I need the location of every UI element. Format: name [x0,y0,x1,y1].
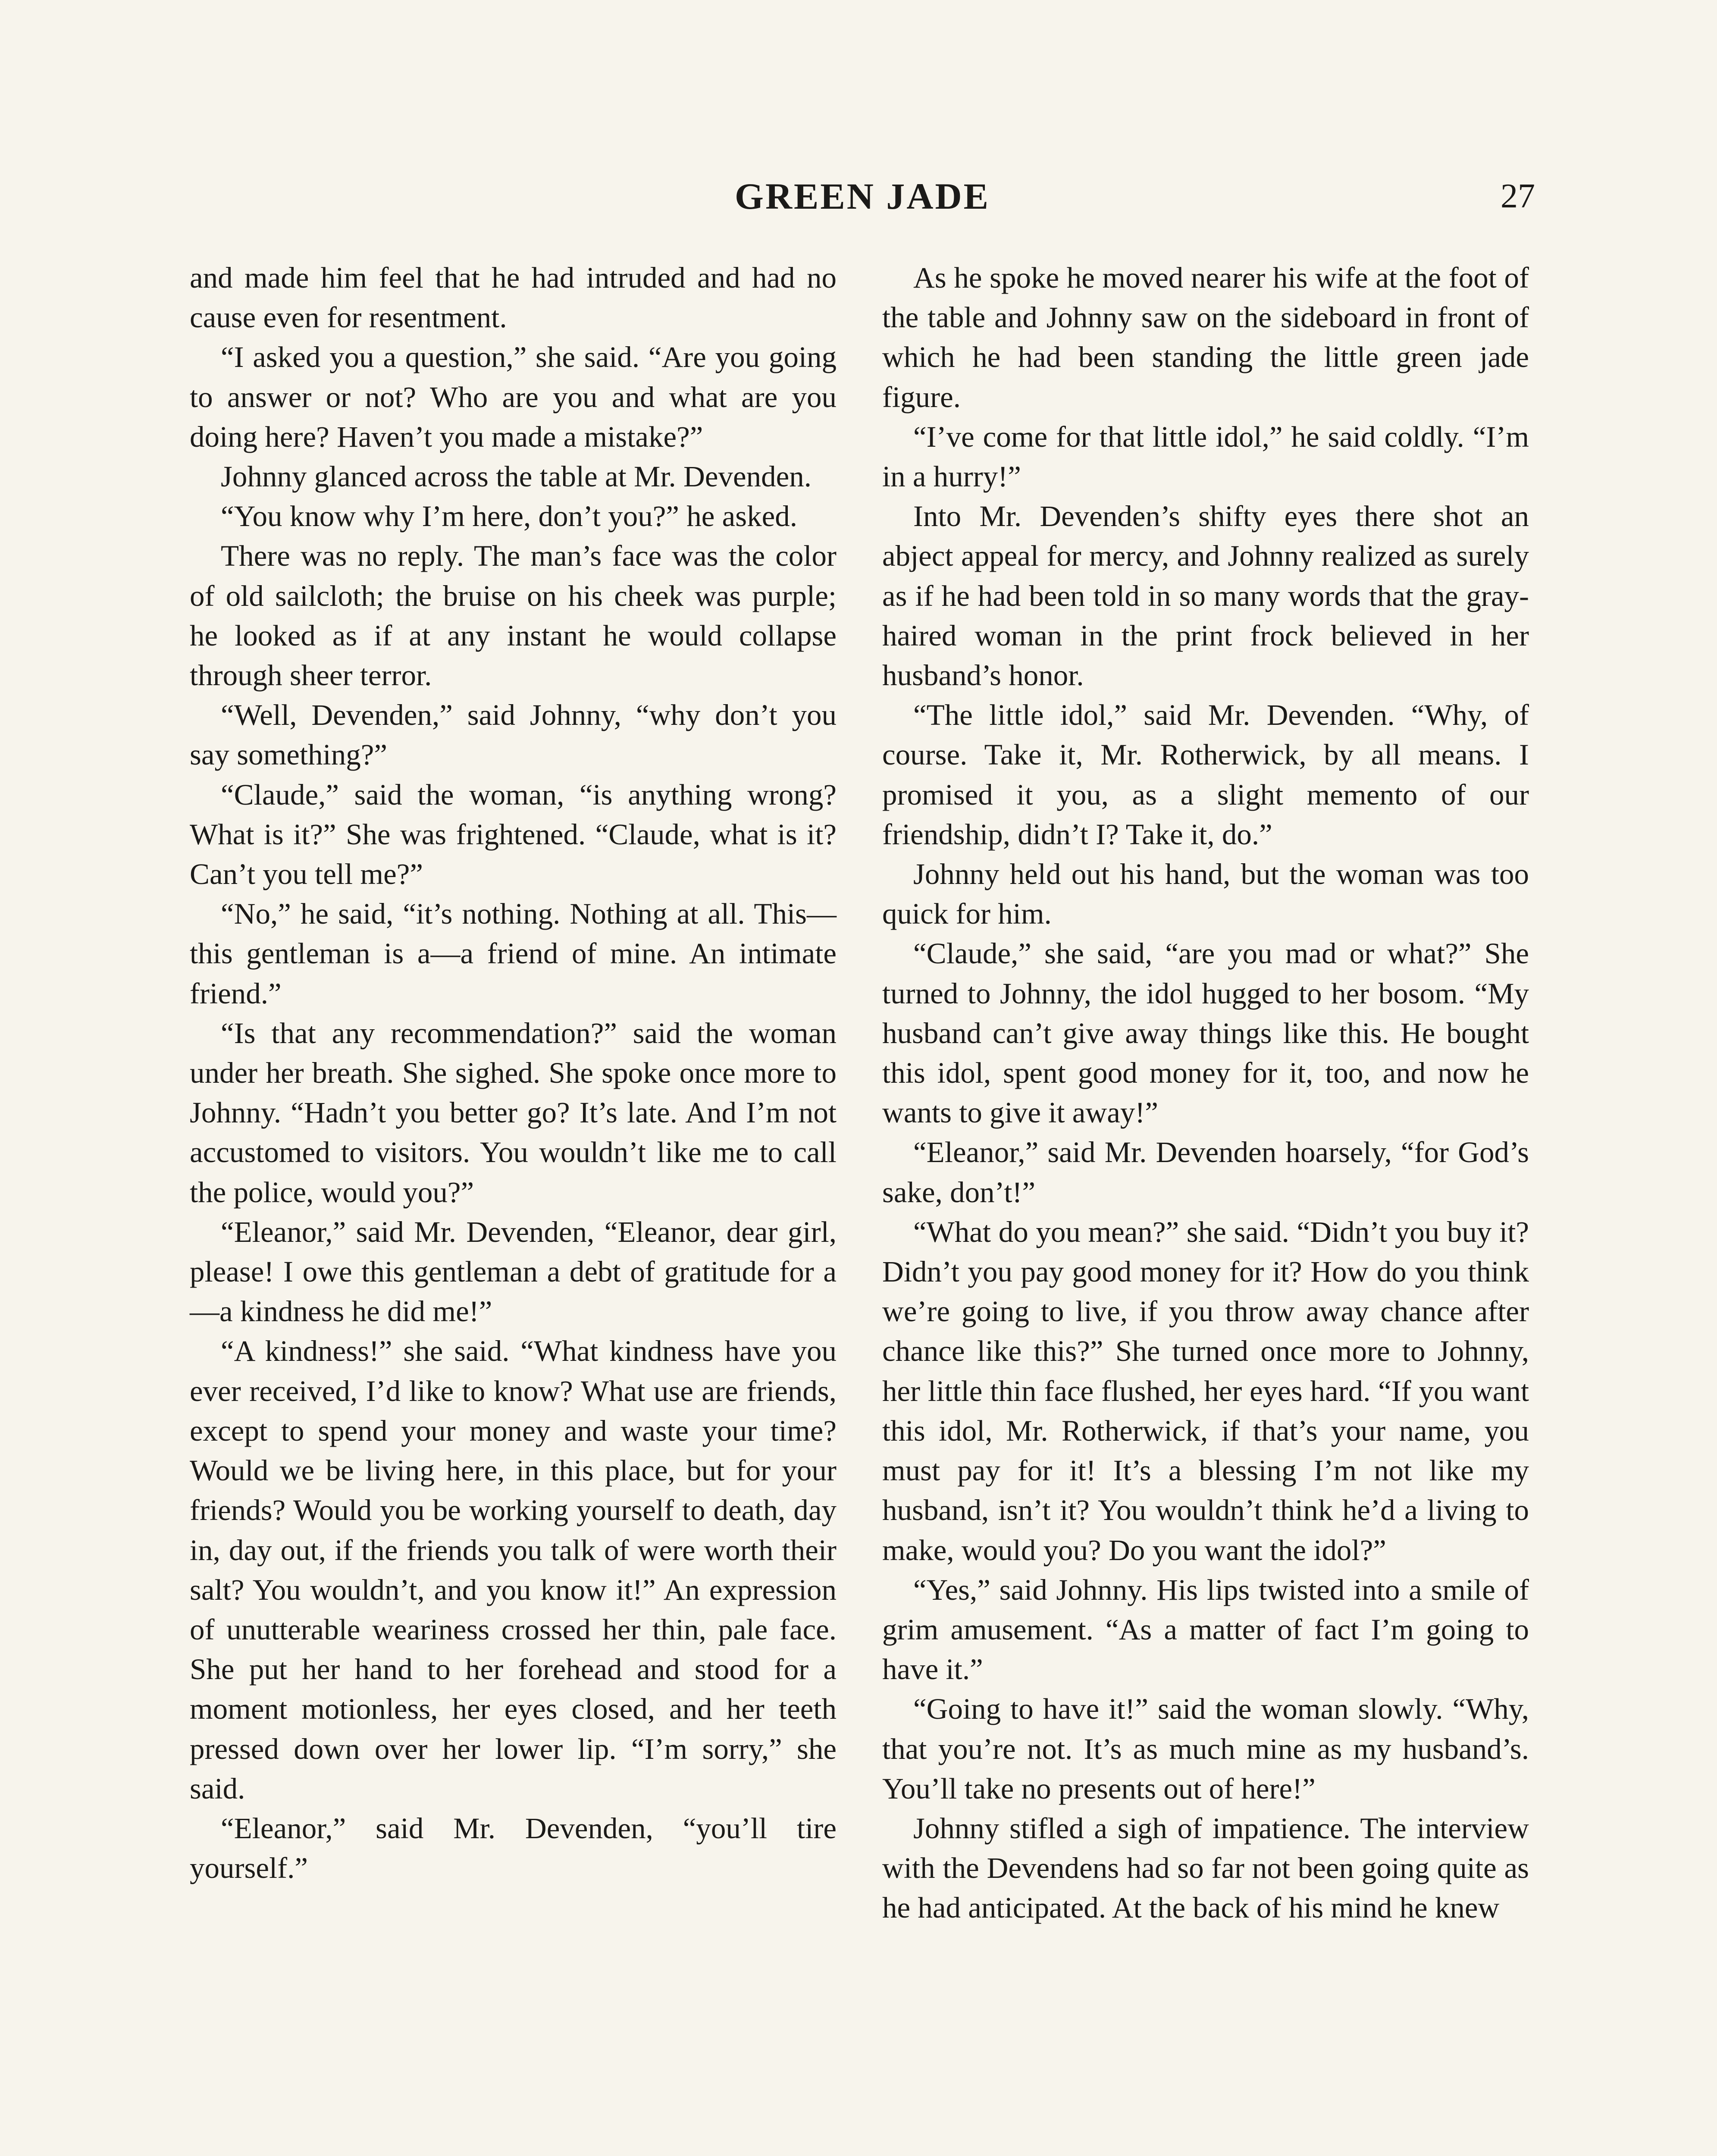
paragraph: “You know why I’m here, don’t you?” he asked. [221,500,797,533]
paragraph: Into Mr. Devenden’s shifty eyes there shot an abject appeal for mercy, and Johnny realized as surely as if he had been told in so many words that the gray-haired woman in the print frock believed in her husband’s honor. [882,500,1529,692]
paragraph: Johnny glanced across the table at Mr. Devenden. [221,460,812,493]
paragraph: Johnny stifled a sigh of impatience. The interview with the Devendens had so far not been going quite as he had anticipated. At the back of his mind he knew [882,1811,1529,1924]
running-title: GREEN JADE [735,175,990,217]
left-text-column [190,258,837,1888]
paragraph: As he spoke he moved nearer his wife at the foot of the table and Johnny saw on the sideboard in front of which he had been standing the little green jade figure. [882,261,1529,414]
paragraph: “Is that any recommendation?” said the woman under her breath. She sighed. She spoke once more to Johnny. “Hadn’t you better go? It’s late. And I’m not accustomed to visitors. You wouldn’t like me to call the police, would you?” [190,1016,837,1209]
paragraph: “Eleanor,” said Mr. Devenden, “you’ll tire yourself.” [190,1811,837,1885]
paragraph: Johnny held out his hand, but the woman was too quick for him. [882,858,1529,931]
paragraph: “Well, Devenden,” said Johnny, “why don’t you say something?” [190,699,837,771]
right-text-column [882,258,1529,1928]
paragraph: “Claude,” said the woman, “is anything wrong? What is it?” She was frightened. “Claude, what is it? Can’t you tell me?” [190,778,837,891]
paragraph: “I asked you a question,” she said. “Are you going to answer or not? Who are you and what are you doing here? Haven’t you made a mistake?” [190,341,837,453]
page-number: 27 [1501,177,1535,215]
paragraph: “A kindness!” she said. “What kindness have you ever received, I’d like to know? What use are friends, except to spend your money and waste your time? Would we be living here, in this place, but for your friends? Would you be working yourself to death, day in, day out, if the friends you talk of were worth their salt? You wouldn’t, and you know it!” An expression of unutterable weariness crossed her thin, pale face. She put her hand to her forehead and stood for a moment motionless, her eyes closed, and her teeth pressed down over her lower lip. “I’m sorry,” she said. [190,1335,837,1805]
paragraph: “Yes,” said Johnny. His lips twisted into a smile of grim amusement. “As a matter of fact I’m going to have it.” [882,1573,1529,1686]
paragraph: “Claude,” she said, “are you mad or what?” She turned to Johnny, the idol hugged to her bosom. “My husband can’t give away things like this. He bought this idol, spent good money for it, too, and now he wants to give it away!” [882,937,1529,1129]
paragraph: “No,” he said, “it’s nothing. Nothing at all. This—this gentleman is a—a friend of mine. An intimate friend.” [190,897,837,1010]
paragraph: “Eleanor,” said Mr. Devenden hoarsely, “for God’s sake, don’t!” [882,1136,1529,1209]
paragraph: “The little idol,” said Mr. Devenden. “Why, of course. Take it, Mr. Rotherwick, by all means. I promised it you, as a slight memento of our friendship, didn’t I? Take it, do.” [882,699,1529,851]
paragraph: “Eleanor,” said Mr. Devenden, “Eleanor, dear girl, please! I owe this gentleman a debt of gratitude for a—a kindness he did me!” [190,1215,837,1328]
paragraph: “What do you mean?” she said. “Didn’t you buy it? Didn’t you pay good money for it? How do you think we’re going to live, if you throw away chance after chance like this?” She turned once more to Johnny, her little thin face flushed, her eyes hard. “If you want this idol, Mr. Rotherwick, if that’s your name, you must pay for it! It’s a blessing I’m not like my husband, isn’t it? You wouldn’t think he’d a living to make, would you? Do you want the idol?” [882,1215,1529,1567]
paragraph: and made him feel that he had intruded and had no cause even for resentment. [190,261,837,334]
paragraph: There was no reply. The man’s face was the color of old sailcloth; the bruise on his cheek was purple; he looked as if at any instant he would collapse through sheer terror. [190,539,837,692]
page-header [190,168,1535,224]
paragraph: “I’ve come for that little idol,” he said coldly. “I’m in a hurry!” [882,420,1529,493]
paragraph: “Going to have it!” said the woman slowly. “Why, that you’re not. It’s as much mine as my husband’s. You’ll take no presents out of here!” [882,1692,1529,1805]
